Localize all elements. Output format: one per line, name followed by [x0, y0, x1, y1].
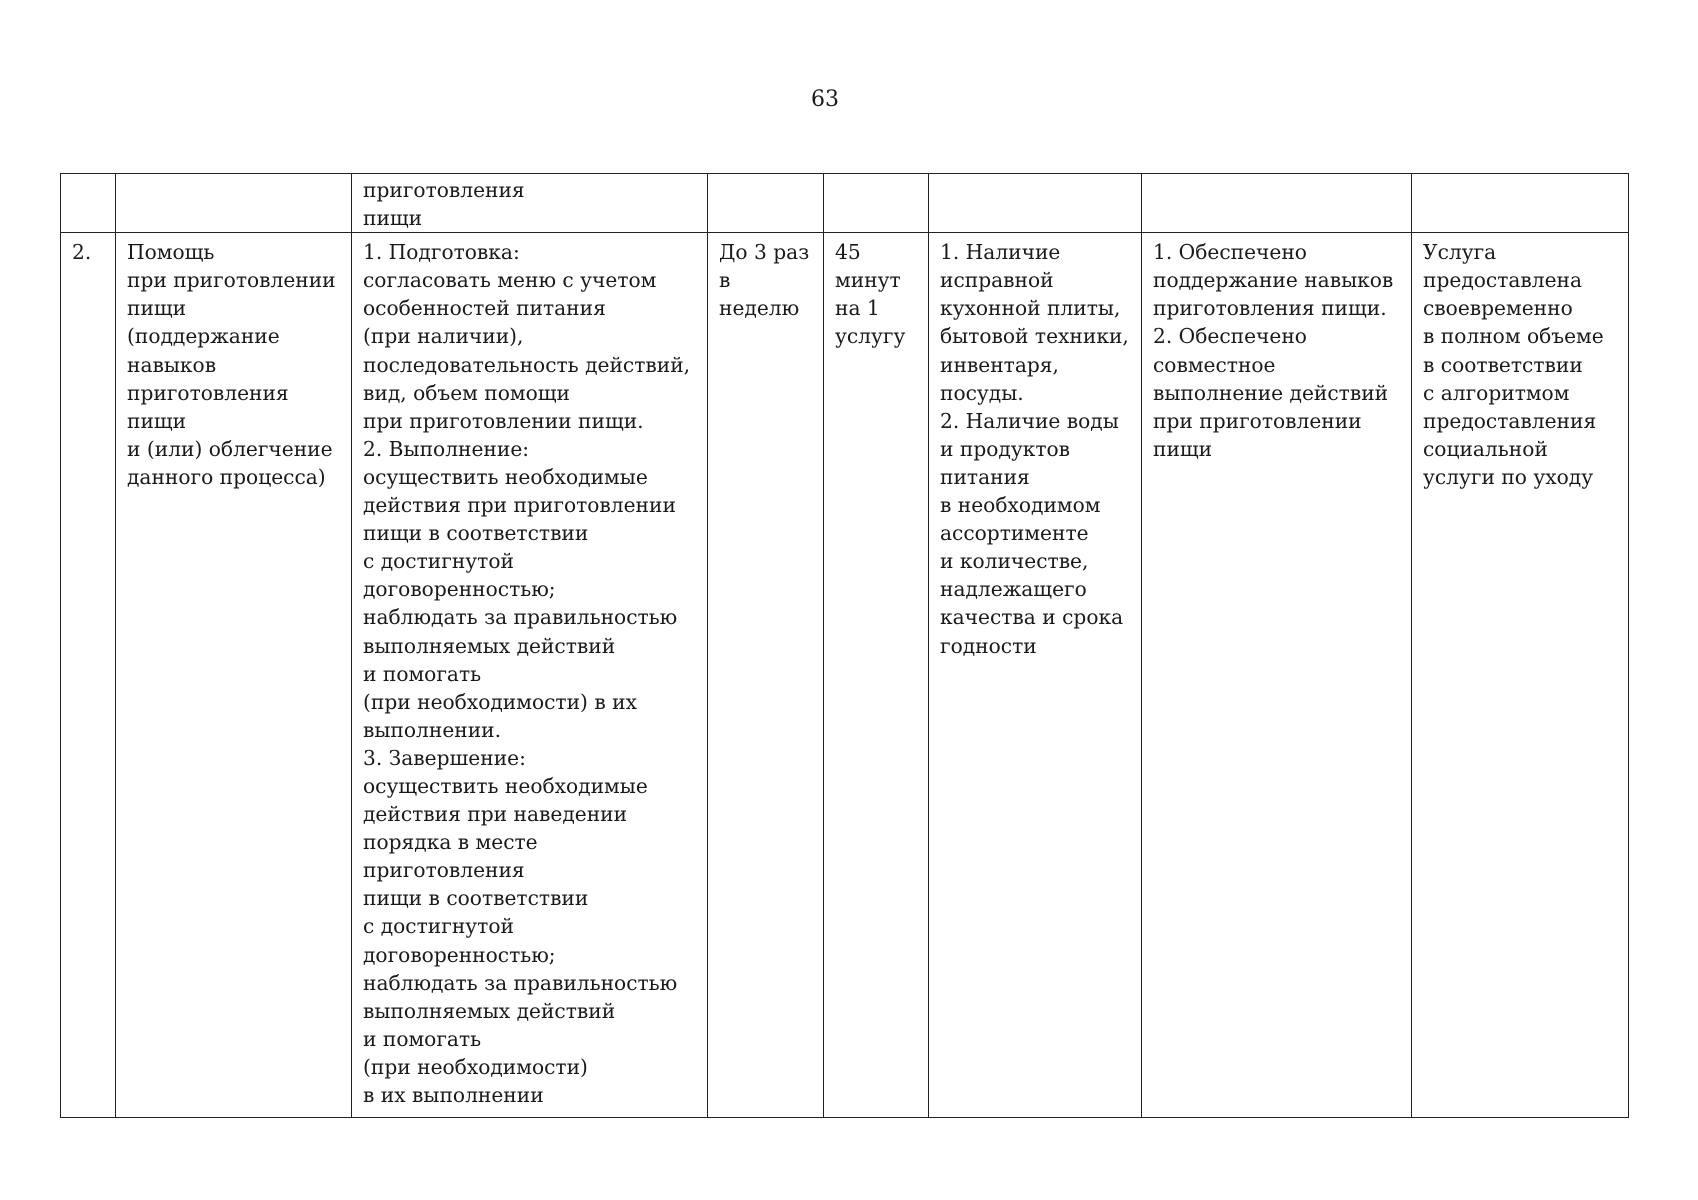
- cell-frequency: До 3 раз в неделю: [708, 233, 824, 1118]
- cell-result: 1. Обеспечено поддержание навыков приготовления пищи. 2. Обеспечено совместное выполнение действий при приготовлении пищи: [1142, 233, 1412, 1118]
- cell-frequency: [708, 174, 824, 233]
- cell-evaluation: Услуга предоставлена своевременно в полном объеме в соответствии с алгоритмом предоставления социальной услуги по уходу: [1412, 233, 1629, 1118]
- cell-number: 2.: [61, 233, 116, 1118]
- table-row-continuation: [61, 174, 1629, 233]
- cell-duration: 45 минут на 1 услугу: [824, 233, 929, 1118]
- cell-result: [1142, 174, 1412, 233]
- page-number: 63: [811, 87, 839, 112]
- cell-evaluation: [1412, 174, 1629, 233]
- service-table: [60, 173, 1629, 1118]
- cell-service-content: приготовления пищи: [352, 174, 708, 233]
- cell-conditions: 1. Наличие исправной кухонной плиты, бытовой техники, инвентаря, посуды. 2. Наличие воды и продуктов питания в необходимом ассортименте и количестве, надлежащего качества и срока годности: [929, 233, 1142, 1118]
- cell-service-name: Помощь при приготовлении пищи (поддержание навыков приготовления пищи и (или) облегчение данного процесса): [116, 233, 352, 1118]
- cell-duration: [824, 174, 929, 233]
- cell-service-name: [116, 174, 352, 233]
- cell-conditions: [929, 174, 1142, 233]
- cell-number: [61, 174, 116, 233]
- table-row: [61, 233, 1629, 1118]
- cell-service-content: 1. Подготовка: согласовать меню с учетом особенностей питания (при наличии), последовательность действий, вид, объем помощи при приготовлении пищи. 2. Выполнение: осуществить необходимые действия при приготовлении пищи в соответствии с достигнутой договоренностью; наблюдать за правильностью выполняемых действий и помогать (при необходимости) в их выполнении. 3. Завершение: осуществить необходимые действия при наведении порядка в месте приготовления пищи в соответствии с достигнутой договоренностью; наблюдать за правильностью выполняемых действий и помогать (при необходимости) в их выполнении: [352, 233, 708, 1118]
